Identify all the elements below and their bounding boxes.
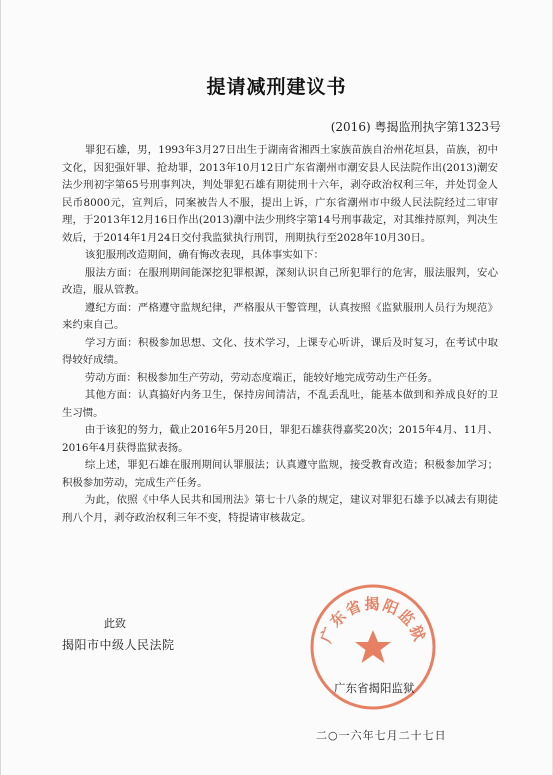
document-body (62, 142, 498, 527)
closing-salutation: 此致 (104, 617, 126, 630)
document-number: (2016) 粤揭监刑执字第1323号 (330, 120, 501, 134)
document-title: 提请减刑建议书 (206, 76, 347, 98)
paragraph-intro: 该犯服刑改造期间，确有悔改表现，具体事实如下： (84, 249, 324, 261)
paragraph-summary: 综上述，罪犯石雄在服刑期间认罪服法；认真遵守监规，接受教育改造；积极参加学习；积极参加劳动，完成生产任务。 (62, 459, 498, 489)
paragraph-awards: 由于该犯的努力，截止2016年5月20日，罪犯石雄获得嘉奖20次；2015年4月、11月、2016年4月获得监狱表扬。 (62, 424, 498, 454)
recipient-court: 揭阳市中级人民法院 (62, 638, 175, 652)
sender-institution: 广东省揭阳监狱 (334, 681, 415, 695)
paragraph-obey-law: 服法方面：在服刑期间能深挖犯罪根源，深刻认识自己所犯罪行的危害，服法服判，安心改造，服从管教。 (62, 266, 498, 296)
seal-text-path: 广东省揭阳监狱 (316, 595, 430, 646)
paragraph-discipline: 遵纪方面：严格遵守监规纪律，严格服从干警管理，认真按照《监狱服刑人员行为规范》来约束自己。 (62, 301, 498, 331)
paragraph-study: 学习方面：积极参加思想、文化、技术学习，上课专心听讲，课后及时复习，在考试中取得较好成绩。 (62, 336, 498, 366)
document-date: 二○一六年七月二十七日 (316, 729, 447, 742)
seal-star-icon (355, 630, 391, 663)
paragraph-recommendation: 为此，依照《中华人民共和国刑法》第七十八条的规定，建议对罪犯石雄予以减去有期徒刑八个月，剥夺政治权利三年不变，特提请审核裁定。 (62, 494, 498, 524)
paragraph-criminal-info: 罪犯石雄，男，1993年3月27日出生于湖南省湘西土家族苗族自治州花垣县，苗族，初中文化，因犯强奸罪、抢劫罪，2013年10月12日广东省潮州市潮安县人民法院作出(2013)潮安法少刑初字第65号刑事判决，判处罪犯石雄有期徒刑十六年，剥夺政治权利三年，并处罚金人民币8000元，宣判后，同案被告人不服，提出上诉，广东省潮州市中级人民法院经过二审审理，于2013年12月16日作出(2013)潮中法少刑终字第14号刑事裁定，对其维持原判，判决生效后，于2014年1月24日交付我监狱执行刑罚，刑期执行至2028年10月30日。 (62, 144, 498, 244)
paragraph-labor: 劳动方面：积极参加生产劳动，劳动态度端正，能较好地完成劳动生产任务。 (84, 371, 439, 384)
paragraph-other: 其他方面：认真搞好内务卫生，保持房间清洁，不乱丢乱吐，能基本做到和养成良好的卫生习惯。 (62, 389, 498, 419)
